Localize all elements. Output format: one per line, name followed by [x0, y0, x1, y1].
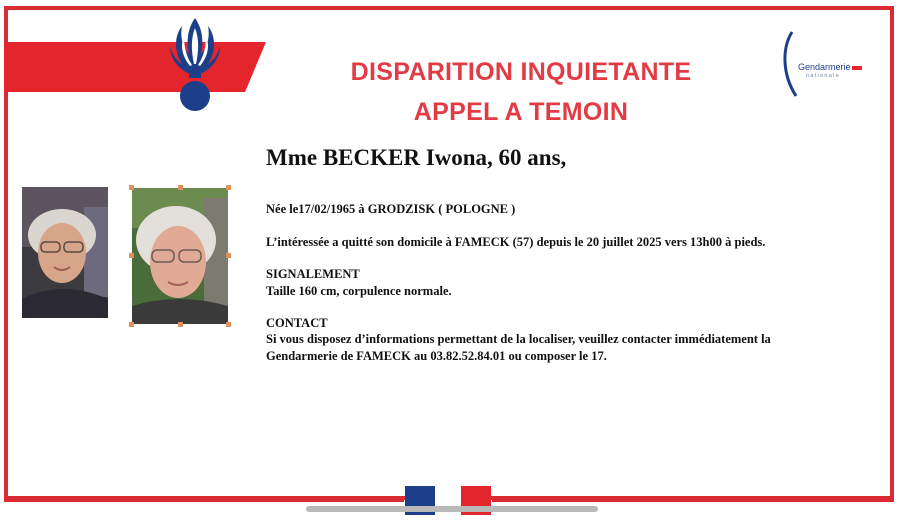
selection-handle[interactable]	[129, 322, 134, 327]
person-name: Mme BECKER Iwona, 60 ans,	[266, 145, 567, 170]
footer-red-line-right	[492, 498, 894, 502]
departure-info: L’intéressée a quitté son domicile à FAMECK (57) depuis le 20 juillet 2025 vers 13h00 à pieds.	[266, 235, 766, 249]
selection-handle[interactable]	[129, 185, 134, 190]
grenade-flame-emblem-icon	[166, 14, 224, 112]
birth-info: Née le17/02/1965 à GRODZISK ( POLOGNE )	[266, 202, 516, 216]
horizontal-scrollbar[interactable]	[306, 506, 598, 512]
contact-line-2: Gendarmerie de FAMECK au 03.82.52.84.01 ou composer le 17.	[266, 349, 607, 363]
footer-red-line-left	[4, 498, 404, 502]
description-heading: SIGNALEMENT	[266, 267, 360, 281]
person-photo-1	[22, 187, 108, 318]
selection-handle[interactable]	[226, 185, 231, 190]
description-text: Taille 160 cm, corpulence normale.	[266, 284, 452, 298]
person-photo-2	[132, 188, 228, 324]
contact-line-1: Si vous disposez d’informations permettant de la localiser, veuillez contacter immédiatement la	[266, 332, 771, 346]
logo-text-gendarmerie: Gendarmerie	[798, 62, 851, 72]
red-header-band	[4, 42, 266, 92]
selection-handle[interactable]	[226, 322, 231, 327]
logo-red-mark	[852, 66, 862, 70]
headline-witness-appeal: APPEL A TEMOIN	[413, 98, 629, 126]
headline-disappearance: DISPARITION INQUIETANTE	[350, 58, 692, 86]
selection-handle[interactable]	[178, 185, 183, 190]
contact-heading: CONTACT	[266, 316, 328, 330]
selection-handle[interactable]	[226, 253, 231, 258]
selection-handle[interactable]	[178, 322, 183, 327]
logo-text-nationale: nationale	[806, 73, 841, 79]
selection-handle[interactable]	[129, 253, 134, 258]
